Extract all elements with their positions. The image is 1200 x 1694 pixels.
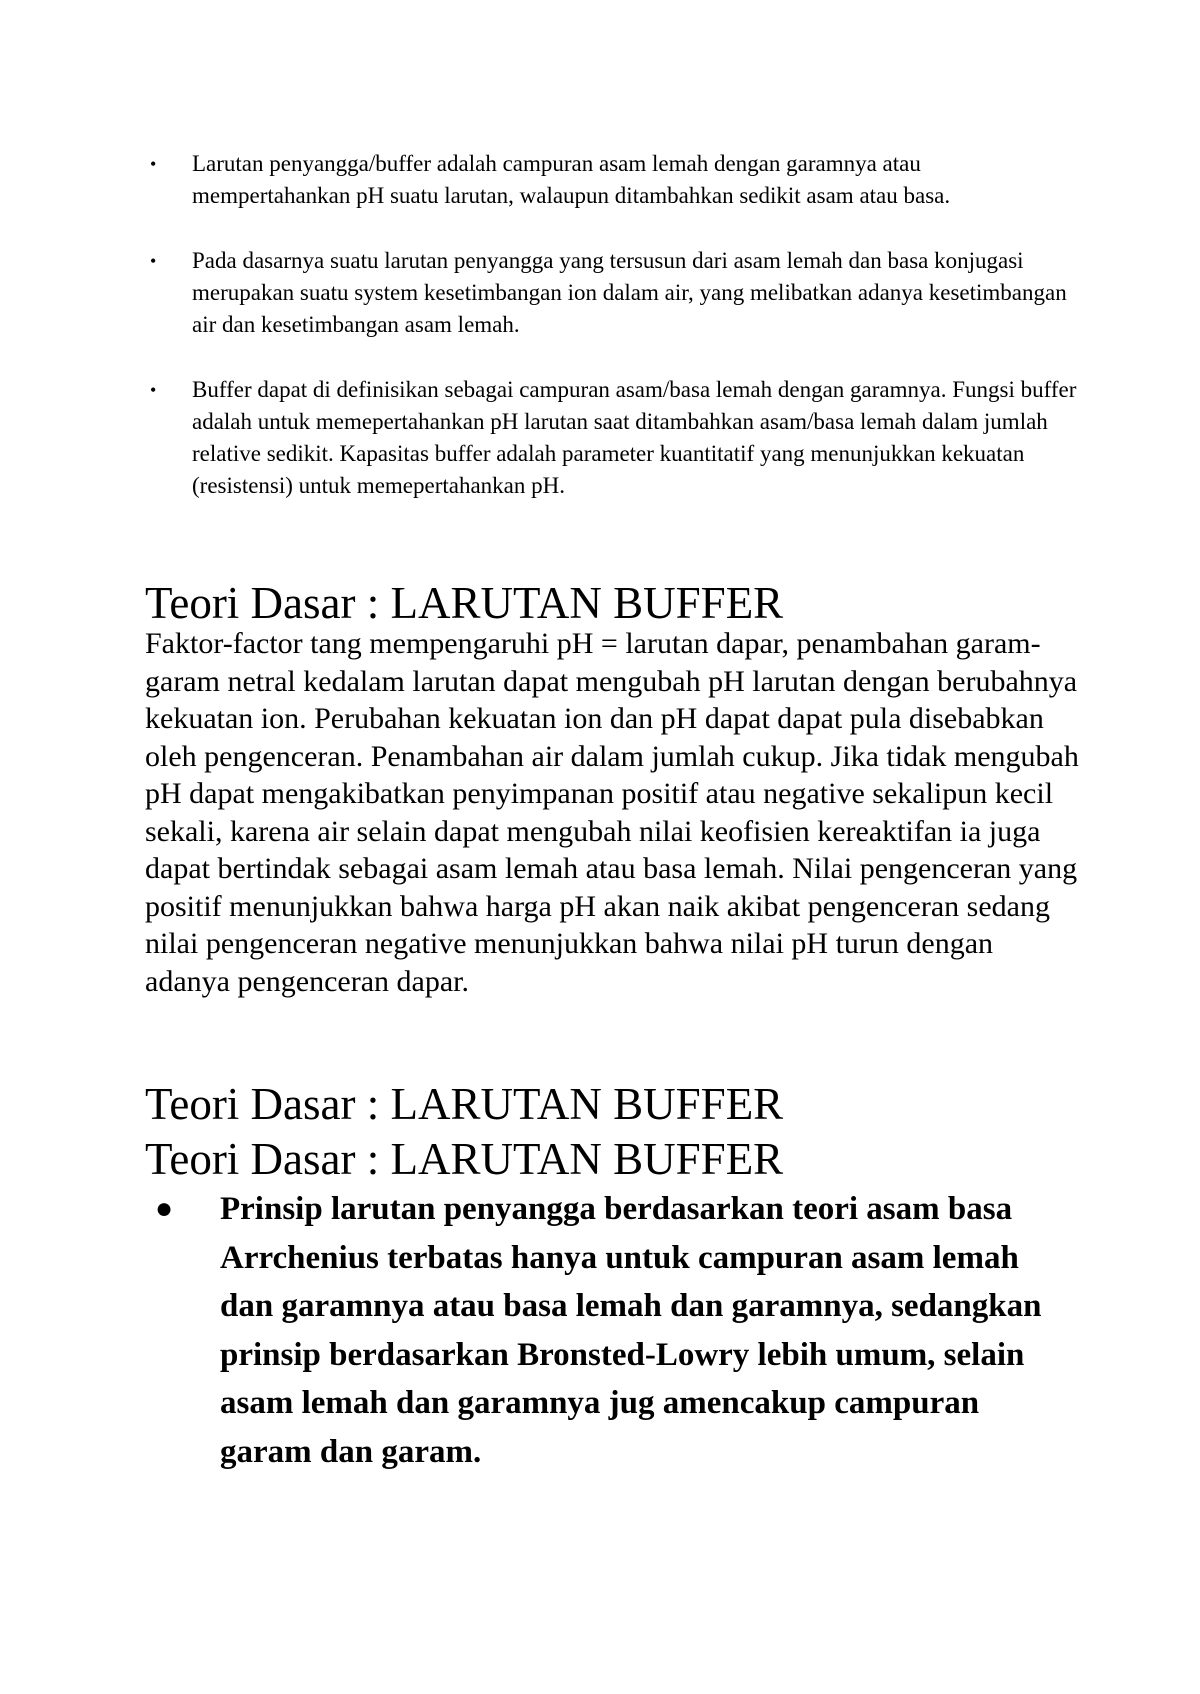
list-item [150,245,1080,341]
list-item [150,374,1080,502]
list-item-text: Prinsip larutan penyangga berdasarkan teori asam basa Arrchenius terbatas hanya untuk campuran asam lemah dan garamnya atau basa lemah dan garamnya, sedangkan prinsip berdasarkan Bronsted-Lowry lebih umum, selain asam lemah dan garamnya jug amencakup campuran garam dan garam. [220,1191,1042,1470]
section-heading-3: Teori Dasar : LARUTAN BUFFER [145,1134,784,1184]
bullet-icon: ● [155,1192,174,1225]
buffer-definition-list [150,148,1080,535]
list-item-text: Larutan penyangga/buffer adalah campuran asam lemah dengan garamnya atau mempertahankan pH suatu larutan, walaupun ditambahkan sedikit asam atau basa. [192,151,951,208]
list-item-text: Buffer dapat di definisikan sebagai campuran asam/basa lemah dengan garamnya. Fungsi buffer adalah untuk memepertahankan pH larutan saat ditambahkan asam/basa lemah dalam jumlah relative sedikit. Kapasitas buffer adalah parameter kuantitatif yang menunjukkan kekuatan (resistensi) untuk memepertahankan pH. [192,377,1077,498]
bullet-icon: • [150,380,157,400]
bullet-icon: • [150,154,157,174]
section-heading-2: Teori Dasar : LARUTAN BUFFER [145,1079,784,1129]
section-heading-1: Teori Dasar : LARUTAN BUFFER [145,578,784,628]
principle-list [155,1185,1075,1476]
list-item [155,1185,1075,1476]
list-item [150,148,1080,212]
bullet-icon: • [150,251,157,271]
list-item-text: Pada dasarnya suatu larutan penyangga yang tersusun dari asam lemah dan basa konjugasi merupakan suatu system kesetimbangan ion dalam air, yang melibatkan adanya kesetimbangan air dan kesetimbangan asam lemah. [192,248,1067,337]
body-paragraph: Faktor-factor tang mempengaruhi pH = larutan dapar, penambahan garam-garam netral kedalam larutan dapat mengubah pH larutan dengan berubahnya kekuatan ion. Perubahan kekuatan ion dan pH dapat dapat pula disebabkan oleh pengenceran. Penambahan air dalam jumlah cukup. Jika tidak mengubah pH dapat mengakibatkan penyimpanan positif atau negative sekalipun kecil sekali, karena air selain dapat mengubah nilai keofisien kereaktifan ia juga dapat bertindak sebagai asam lemah atau basa lemah. Nilai pengenceran yang positif menunjukkan bahwa harga pH akan naik akibat pengenceran sedang nilai pengenceran negative menunjukkan bahwa nilai pH turun dengan adanya pengenceran dapar. [145,627,1079,998]
